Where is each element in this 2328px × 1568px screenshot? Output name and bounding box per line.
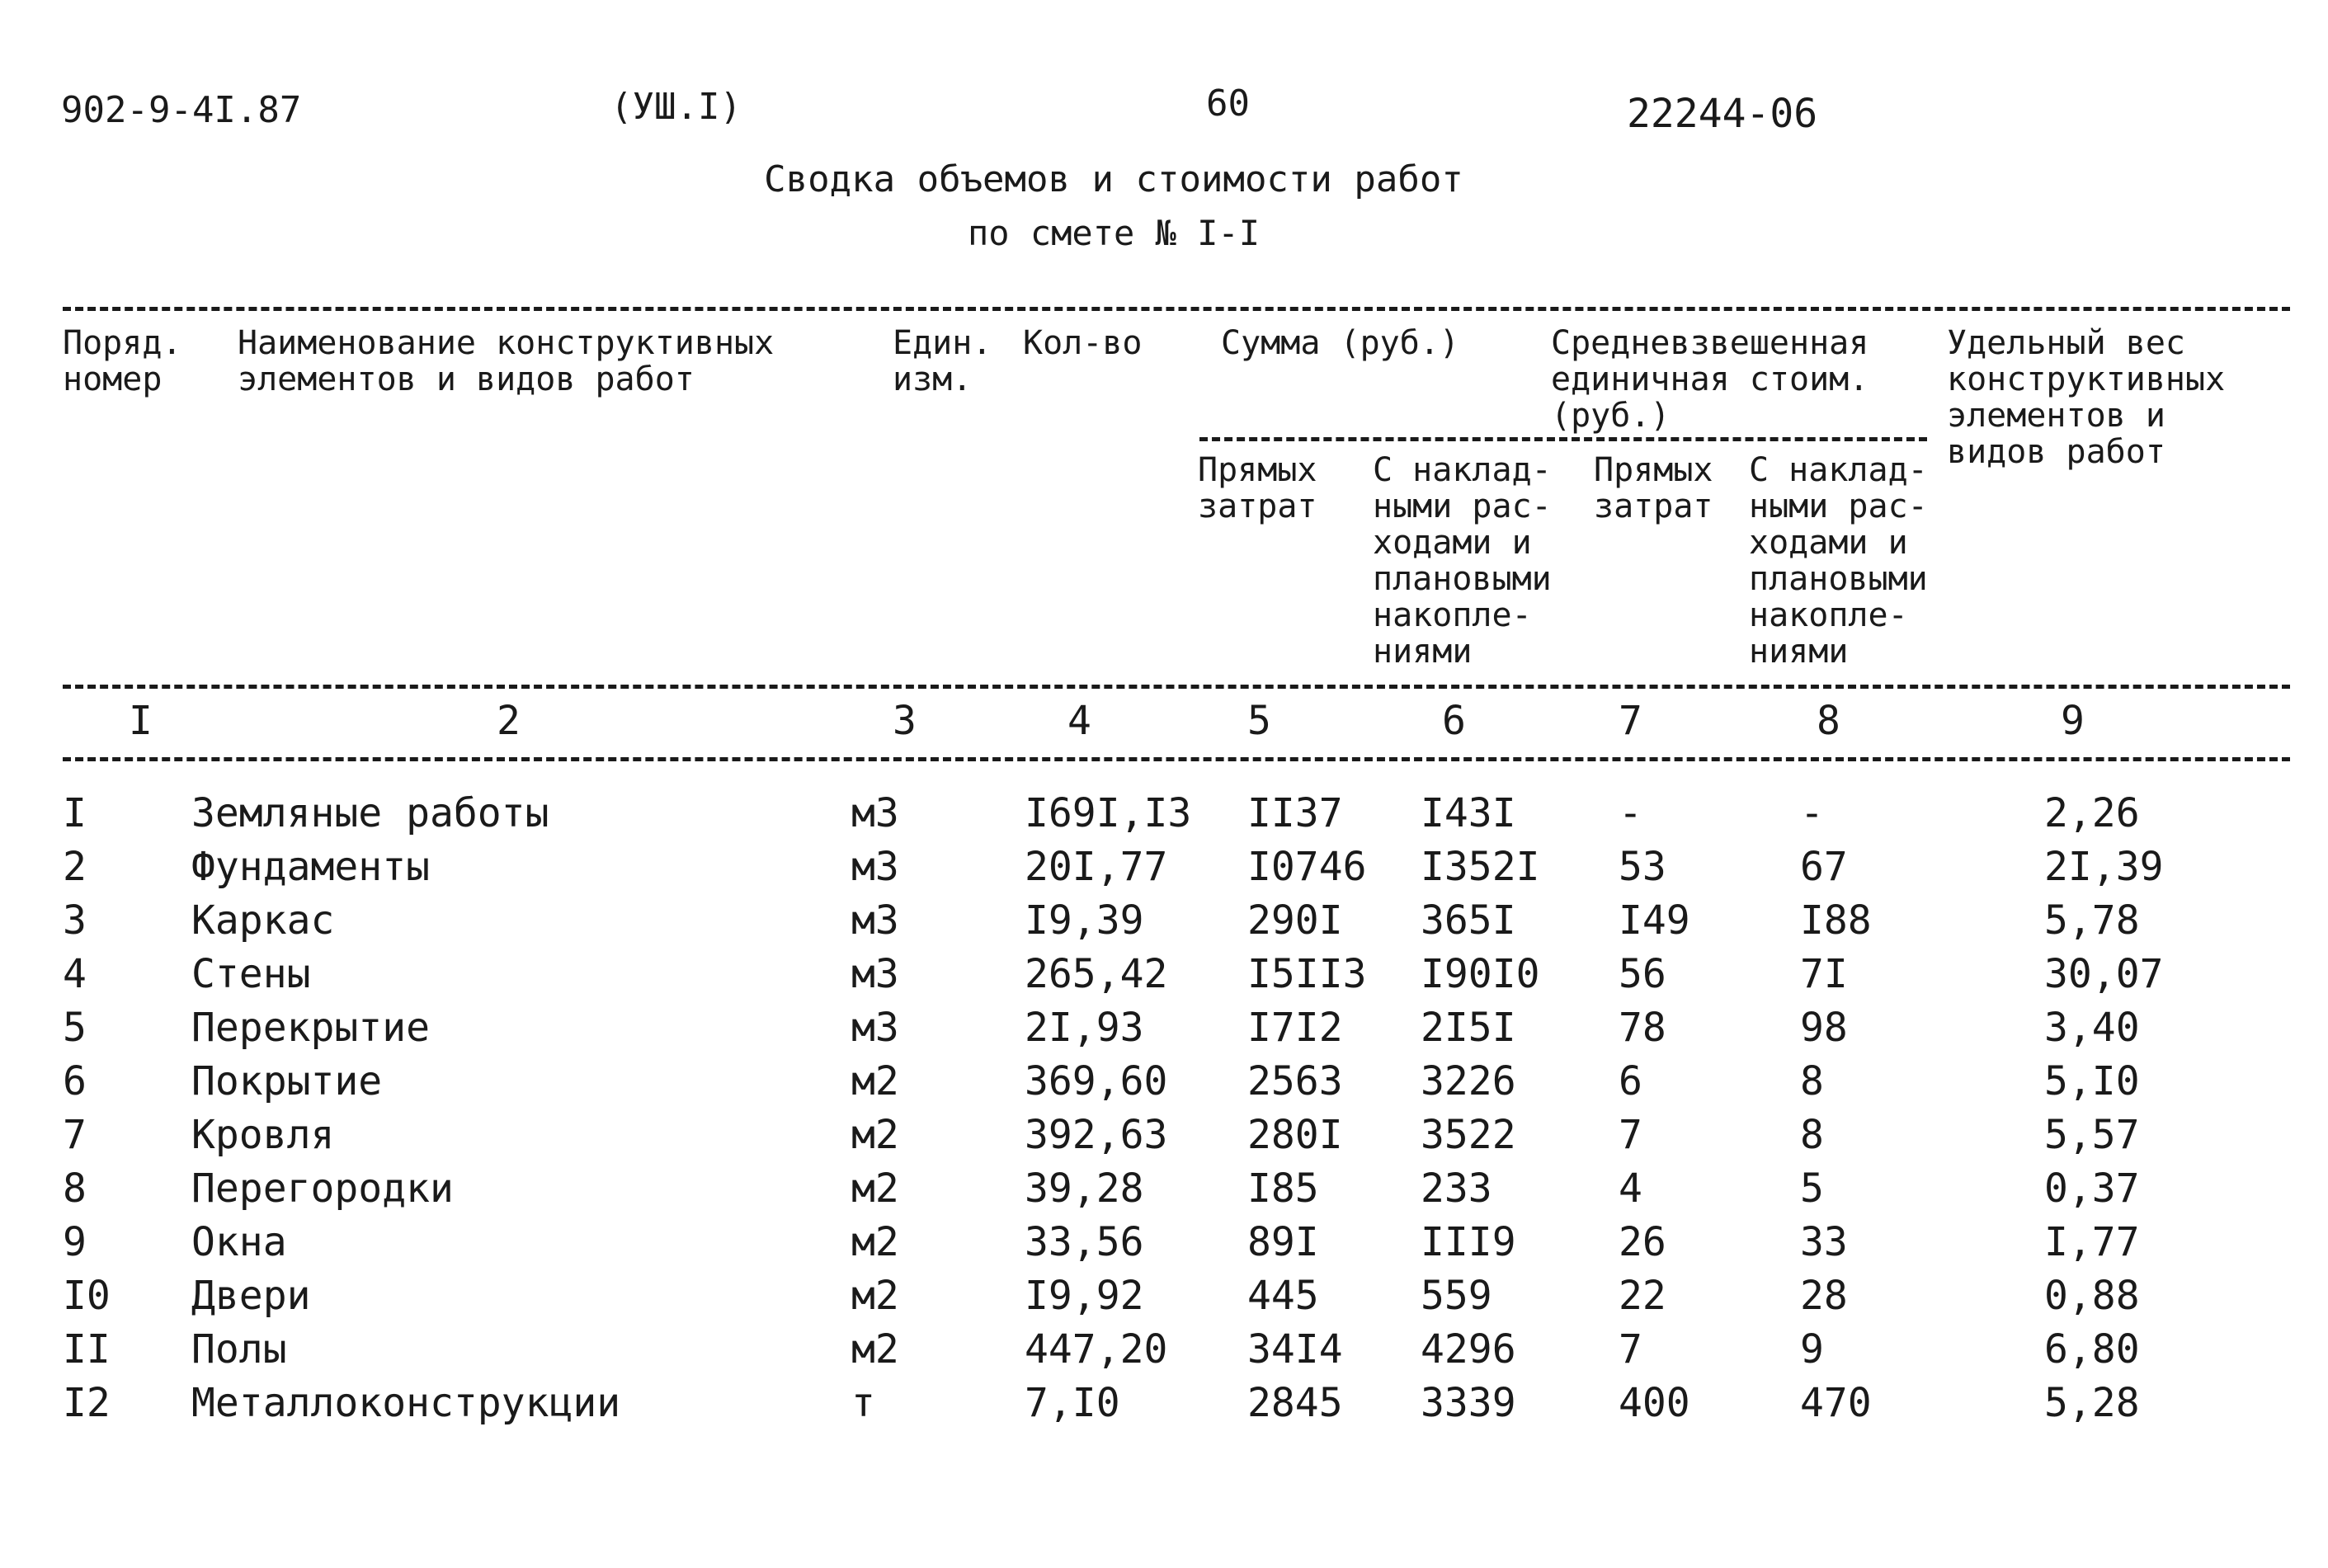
row-avg-overhead: I88 [1800,897,1872,944]
page-title: Сводка объемов и стоимости работ [764,158,1463,200]
row-avg-overhead: 8 [1800,1058,1824,1104]
row-qty: I9,39 [1025,897,1144,944]
row-sum-direct: I7I2 [1247,1005,1343,1051]
row-sum-overhead: III9 [1421,1219,1516,1265]
col-number: 2 [497,698,521,744]
row-share: 6,80 [2044,1326,2140,1373]
row-avg-direct: 78 [1619,1005,1666,1051]
row-name: Окна [191,1219,287,1265]
row-number: 2 [63,844,87,890]
row-qty: 392,63 [1025,1112,1168,1158]
table-row [0,897,2328,952]
row-share: 3,40 [2044,1005,2140,1051]
row-name: Земляные работы [191,790,549,836]
row-name: Фундаменты [191,844,430,890]
row-share: 30,07 [2044,951,2164,997]
row-qty: I9,92 [1025,1273,1144,1319]
row-share: 5,28 [2044,1380,2140,1426]
row-unit: м2 [851,1219,899,1265]
row-qty: 447,20 [1025,1326,1168,1373]
row-avg-overhead: 28 [1800,1273,1848,1319]
row-avg-direct: 26 [1619,1219,1666,1265]
row-number: 7 [63,1112,87,1158]
table-row [0,1380,2328,1434]
row-share: 5,I0 [2044,1058,2140,1104]
row-name: Перекрытие [191,1005,430,1051]
row-number: 3 [63,897,87,944]
col-header-avg-direct: Прямых затрат [1594,451,1713,525]
row-sum-overhead: 2I5I [1421,1005,1516,1051]
row-avg-direct: 4 [1619,1165,1642,1212]
row-name: Двери [191,1273,311,1319]
row-sum-direct: 445 [1247,1273,1319,1319]
col-number: 6 [1442,698,1466,744]
row-name: Стены [191,951,311,997]
row-avg-direct: 6 [1619,1058,1642,1104]
row-avg-overhead: 7I [1800,951,1848,997]
col-number: 3 [893,698,917,744]
header-top-rule [63,307,2290,311]
col-header-sum: Сумма (руб.) [1221,324,1459,362]
row-sum-direct: 34I4 [1247,1326,1343,1373]
row-share: 5,78 [2044,897,2140,944]
row-avg-overhead: 5 [1800,1165,1824,1212]
row-avg-overhead: 67 [1800,844,1848,890]
col-header-sum-direct: Прямых затрат [1198,451,1317,525]
header-bottom-rule [63,685,2290,689]
page-number: 60 [1206,82,1250,125]
row-name: Перегородки [191,1165,454,1212]
col-header-qty: Кол-во [1023,324,1143,362]
row-number: I [63,790,87,836]
col-header-share: Удельный вес конструктивных элементов и видов работ [1947,324,2226,471]
row-qty: 2I,93 [1025,1005,1144,1051]
row-qty: 7,I0 [1025,1380,1120,1426]
row-number: II [63,1326,111,1373]
table-row [0,844,2328,898]
row-avg-direct: I49 [1619,897,1690,944]
table-row [0,1219,2328,1274]
table-row [0,1165,2328,1220]
table-row [0,951,2328,1005]
col-header-unit: Един. изм. [893,324,992,398]
row-qty: 369,60 [1025,1058,1168,1104]
table-row [0,1005,2328,1059]
row-qty: 265,42 [1025,951,1168,997]
col-header-name: Наименование конструктивных элементов и видов работ [238,324,775,398]
row-unit: м2 [851,1112,899,1158]
row-sum-overhead: 4296 [1421,1326,1516,1373]
col-number: 8 [1817,698,1840,744]
row-number: I2 [63,1380,111,1426]
row-avg-direct: 7 [1619,1112,1642,1158]
col-number: I [129,698,153,744]
row-avg-overhead: - [1800,790,1824,836]
row-sum-overhead: I352I [1421,844,1540,890]
row-name: Полы [191,1326,287,1373]
column-numbers-rule [63,757,2290,761]
subheader-rule [1199,437,1927,441]
col-number: 4 [1067,698,1091,744]
row-sum-overhead: 3522 [1421,1112,1516,1158]
row-avg-overhead: 470 [1800,1380,1872,1426]
row-avg-overhead: 98 [1800,1005,1848,1051]
row-sum-direct: 2563 [1247,1058,1343,1104]
row-number: 5 [63,1005,87,1051]
table-row [0,1326,2328,1381]
row-unit: м2 [851,1273,899,1319]
row-avg-overhead: 8 [1800,1112,1824,1158]
row-sum-overhead: 365I [1421,897,1516,944]
row-name: Каркас [191,897,335,944]
col-header-avg-overhead: С наклад- ными рас- ходами и плановыми накопле- ниями [1749,451,1928,671]
row-qty: 33,56 [1025,1219,1144,1265]
row-sum-direct: 2845 [1247,1380,1343,1426]
row-sum-direct: 280I [1247,1112,1343,1158]
row-number: 6 [63,1058,87,1104]
row-unit: м3 [851,790,899,836]
col-number: 9 [2061,698,2085,744]
row-unit: м2 [851,1165,899,1212]
row-unit: м3 [851,897,899,944]
row-sum-overhead: I43I [1421,790,1516,836]
row-share: 0,37 [2044,1165,2140,1212]
table-row [0,1058,2328,1113]
row-name: Покрытие [191,1058,383,1104]
row-unit: м3 [851,951,899,997]
col-header-avg-cost: Средневзвешенная единичная стоим. (руб.) [1551,324,1869,435]
row-number: 8 [63,1165,87,1212]
row-share: 2I,39 [2044,844,2164,890]
row-sum-overhead: 559 [1421,1273,1492,1319]
row-avg-overhead: 9 [1800,1326,1824,1373]
table-row [0,1273,2328,1327]
row-sum-direct: II37 [1247,790,1343,836]
row-sum-direct: 290I [1247,897,1343,944]
row-unit: м2 [851,1326,899,1373]
row-sum-direct: I0746 [1247,844,1367,890]
document-code: 902-9-4I.87 [61,89,302,131]
row-unit: м2 [851,1058,899,1104]
row-name: Металлоконструкции [191,1380,621,1426]
sheet-code: 22244-06 [1627,91,1818,137]
row-sum-direct: 89I [1247,1219,1319,1265]
row-sum-direct: I5II3 [1247,951,1367,997]
row-number: 4 [63,951,87,997]
col-header-sum-overhead: С наклад- ными рас- ходами и плановыми накопле- ниями [1373,451,1552,671]
row-avg-overhead: 33 [1800,1219,1848,1265]
row-unit: т [851,1380,875,1426]
col-number: 7 [1619,698,1642,744]
row-avg-direct: 53 [1619,844,1666,890]
row-sum-overhead: 3339 [1421,1380,1516,1426]
row-avg-direct: 7 [1619,1326,1642,1373]
table-row [0,1112,2328,1166]
row-qty: 20I,77 [1025,844,1168,890]
row-share: I,77 [2044,1219,2140,1265]
row-sum-direct: I85 [1247,1165,1319,1212]
table-row [0,790,2328,845]
row-sum-overhead: 233 [1421,1165,1492,1212]
col-header-order-no: Поряд. номер [63,324,182,398]
row-name: Кровля [191,1112,335,1158]
col-number: 5 [1247,698,1271,744]
row-avg-direct: 56 [1619,951,1666,997]
row-unit: м3 [851,844,899,890]
section-code: (УШ.I) [610,86,742,128]
row-unit: м3 [851,1005,899,1051]
row-number: 9 [63,1219,87,1265]
row-avg-direct: 400 [1619,1380,1690,1426]
row-share: 5,57 [2044,1112,2140,1158]
row-avg-direct: - [1619,790,1642,836]
row-sum-overhead: 3226 [1421,1058,1516,1104]
row-share: 0,88 [2044,1273,2140,1319]
row-share: 2,26 [2044,790,2140,836]
row-sum-overhead: I90I0 [1421,951,1540,997]
row-avg-direct: 22 [1619,1273,1666,1319]
page-subtitle: по смете № I-I [967,213,1260,253]
row-qty: I69I,I3 [1025,790,1192,836]
row-qty: 39,28 [1025,1165,1144,1212]
row-number: I0 [63,1273,111,1319]
